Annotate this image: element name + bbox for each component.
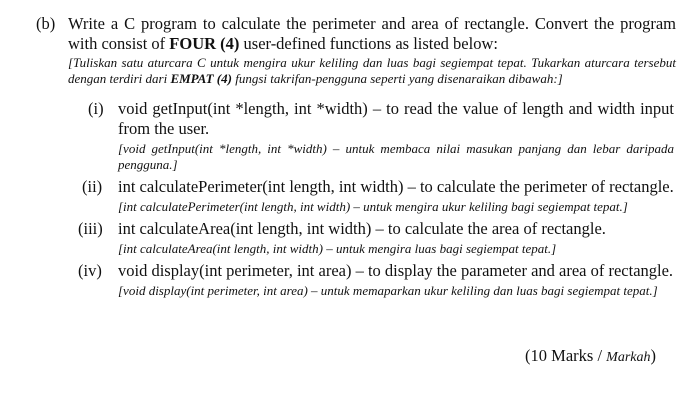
item-malay: [int calculateArea(int length, int width) – untuk mengira luas bagi segiempat tepat.] [118, 241, 557, 256]
item-malay: [void getInput(int *length, int *width) – untuk membaca nilai masukan panjang dan lebar daripada pengguna.] [118, 141, 674, 172]
question-stem [36, 14, 676, 54]
list-item [78, 261, 674, 301]
list-item [88, 99, 674, 175]
list-item [78, 219, 674, 259]
question-text-part1: Write a C program to calculate the perimeter and area of rectangle. Convert the program with consist of [68, 14, 676, 53]
question-label: (b) [36, 14, 56, 33]
question-malay [68, 55, 676, 87]
item-text: void display(int perimeter, int area) – to display the parameter and area of rectangle. [118, 261, 674, 280]
list-item [82, 177, 674, 217]
item-label: (i) [88, 99, 104, 118]
question-text-bold: FOUR (4) [169, 34, 240, 53]
item-malay: [int calculatePerimeter(int length, int width) – untuk mengira ukur keliling bagi segiempat tepat.] [118, 199, 628, 214]
item-label: (iv) [78, 261, 102, 280]
marks-malay: Markah [606, 350, 651, 365]
question-b [36, 14, 676, 303]
question-malay-part1: [Tuliskan satu aturcara C untuk mengira ukur keliling dan luas bagi segiempat tepat. Tukarkan aturcara tersebut dengan terdiri dari [68, 55, 676, 86]
question-text [68, 14, 676, 54]
item-malay: [void display(int perimeter, int area) – untuk memaparkan ukur keliling dan luas bagi segiempat tepat.] [118, 283, 658, 298]
marks-text: (10 Marks / [525, 346, 607, 365]
question-malay-part2: fungsi takrifan-pengguna seperti yang disenaraikan dibawah:] [231, 71, 563, 86]
item-label: (iii) [78, 219, 103, 238]
marks-close: ) [650, 346, 656, 365]
item-label: (ii) [82, 177, 103, 196]
function-list [78, 99, 674, 301]
item-text: int calculatePerimeter(int length, int width) – to calculate the perimeter of rectangle. [118, 177, 674, 196]
question-malay-bold: EMPAT (4) [170, 71, 232, 86]
question-text-part2: user-defined functions as listed below: [239, 34, 498, 53]
marks-label [525, 346, 656, 366]
item-text: void getInput(int *length, int *width) – to read the value of length and width input from the user. [118, 99, 674, 138]
item-text: int calculateArea(int length, int width) – to calculate the area of rectangle. [118, 219, 606, 238]
